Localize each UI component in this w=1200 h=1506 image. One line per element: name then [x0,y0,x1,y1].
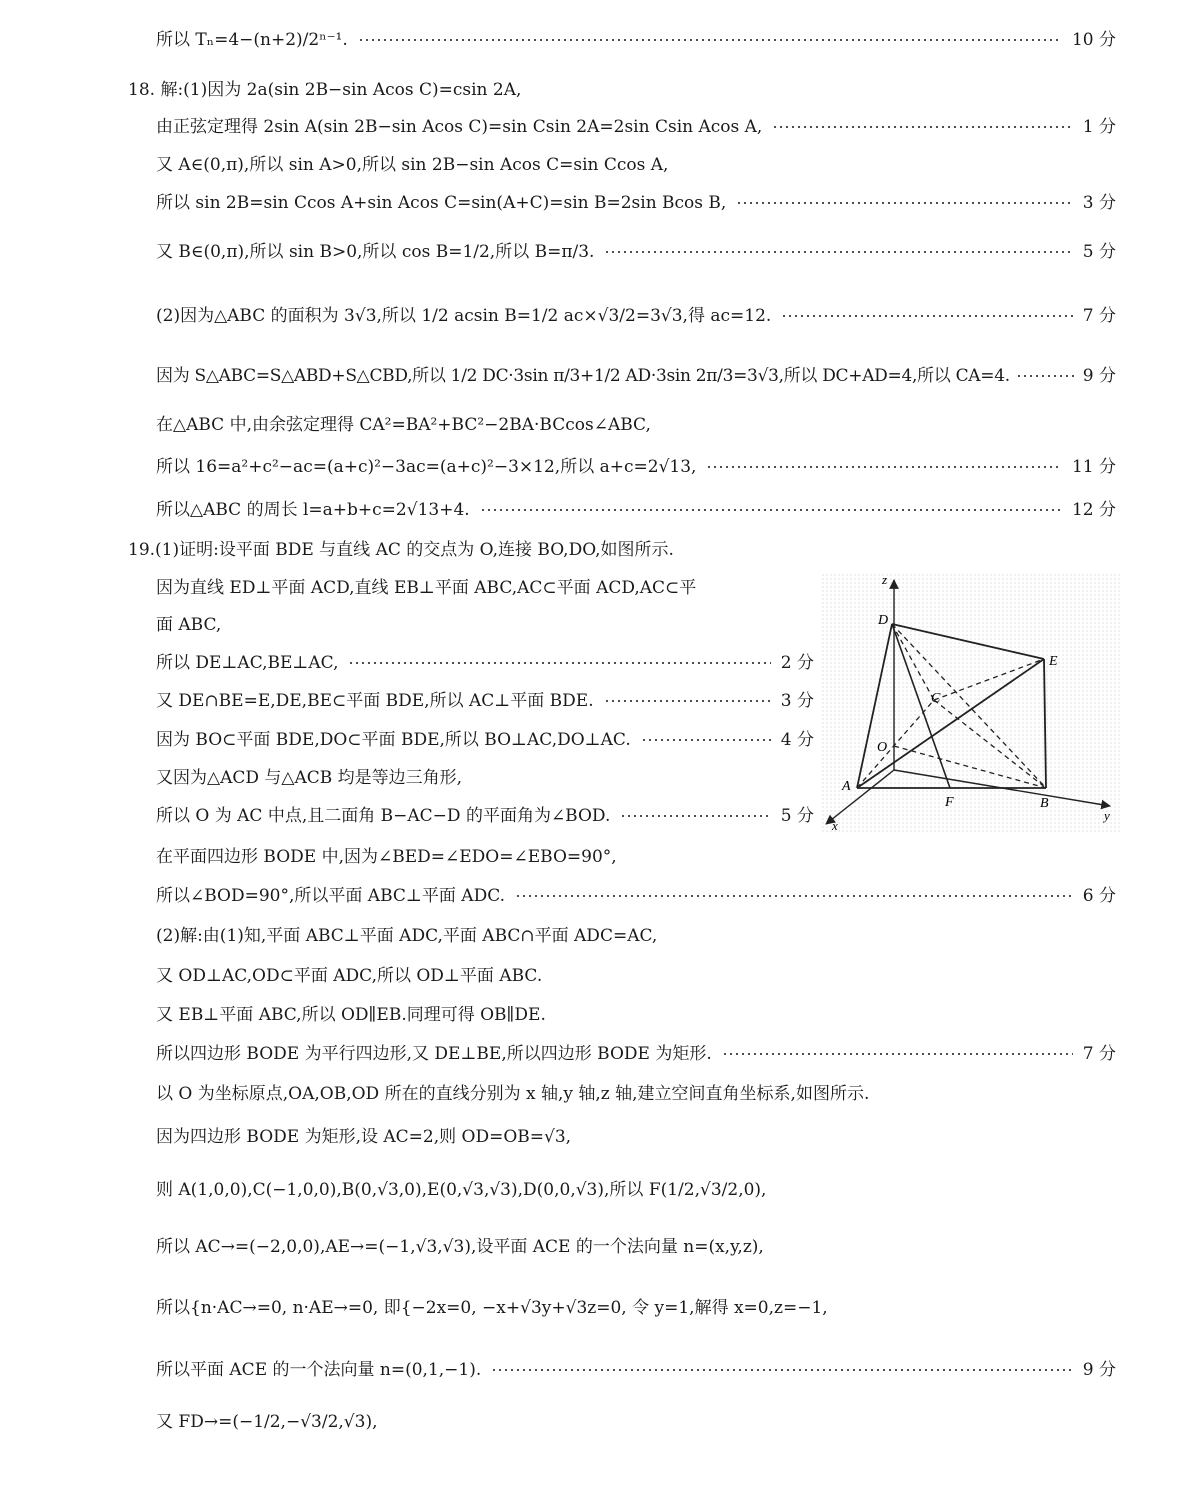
label-O: O [877,740,888,755]
label-D: D [878,613,889,628]
label-B: B [1040,796,1049,811]
text-line-29: 所以 AC→=(−2,0,0),AE→=(−1,√3,√3),设平面 ACE 的一个法向量 n=(x,y,z), [156,1237,764,1257]
text-line-25: 所以四边形 BODE 为平行四边形,又 DE⊥BE,所以四边形 BODE 为矩形. 7 分 [156,1044,1116,1064]
label-y-axis: y [1104,808,1110,823]
label-z-axis: z [882,574,888,587]
text-line-5: 所以 sin 2B=sin Ccos A+sin Acos C=sin(A+C)=sin B=2sin Bcos B, 3 分 [156,193,1116,213]
label-C: C [931,691,941,706]
text-line-20: 在平面四边形 BODE 中,因为∠BED=∠EDO=∠EBO=90°, [156,847,617,867]
text-line-18: 又因为△ACD 与△ACB 均是等边三角形, [156,768,463,788]
text-line-23: 又 OD⊥AC,OD⊂平面 ADC,所以 OD⊥平面 ABC. [156,966,543,986]
text-line-10: 所以 16=a²+c²−ac=(a+c)²−3ac=(a+c)²−3×12,所以 a+c=2√13, 11 分 [156,457,1116,477]
text-line-28: 则 A(1,0,0),C(−1,0,0),B(0,√3,0),E(0,√3,√3),D(0,0,√3),所以 F(1/2,√3/2,0), [156,1180,767,1200]
text-line-12: 19.(1)证明:设平面 BDE 与直线 AC 的交点为 O,连接 BO,DO,如图所示. [128,540,674,560]
text-line-22: (2)解:由(1)知,平面 ABC⊥平面 ADC,平面 ABC∩平面 ADC=AC, [156,926,658,946]
label-A: A [842,779,851,794]
text-line-4: 又 A∈(0,π),所以 sin A>0,所以 sin 2B−sin Acos C=sin Ccos A, [156,155,669,175]
text-line-6: 又 B∈(0,π),所以 sin B>0,所以 cos B=1/2,所以 B=π/3. 5 分 [156,242,1116,262]
label-x-axis: x [832,818,838,832]
label-E: E [1049,654,1058,669]
text-line-19: 所以 O 为 AC 中点,且二面角 B−AC−D 的平面角为∠BOD. 5 分 [156,806,814,826]
text-line-9: 在△ABC 中,由余弦定理得 CA²=BA²+BC²−2BA·BCcos∠ABC, [156,415,651,435]
text-line-1: 所以 Tₙ=4−(n+2)/2ⁿ⁻¹. 10 分 [156,30,1116,50]
text-line-17: 因为 BO⊂平面 BDE,DO⊂平面 BDE,所以 BO⊥AC,DO⊥AC. 4 分 [156,730,814,750]
text-line-13: 因为直线 ED⊥平面 ACD,直线 EB⊥平面 ABC,AC⊂平面 ACD,AC⊂平 [156,578,697,598]
text-line-27: 因为四边形 BODE 为矩形,设 AC=2,则 OD=OB=√3, [156,1127,572,1147]
geometry-figure [822,574,1120,832]
text-line-14: 面 ABC, [156,615,222,635]
text-line-31: 所以平面 ACE 的一个法向量 n=(0,1,−1). 9 分 [156,1360,1116,1380]
text-line-24: 又 EB⊥平面 ABC,所以 OD∥EB.同理可得 OB∥DE. [156,1005,546,1025]
figure-svg [822,574,1120,832]
text-line-32: 又 FD→=(−1/2,−√3/2,√3), [156,1412,378,1432]
text-line-26: 以 O 为坐标原点,OA,OB,OD 所在的直线分别为 x 轴,y 轴,z 轴,建立空间直角坐标系,如图所示. [156,1084,870,1104]
text-line-30: 所以{n·AC→=0, n·AE→=0, 即{−2x=0, −x+√3y+√3z=0, 令 y=1,解得 x=0,z=−1, [156,1298,828,1318]
text-line-7: (2)因为△ABC 的面积为 3√3,所以 1/2 acsin B=1/2 ac×√3/2=3√3,得 ac=12. 7 分 [156,306,1116,326]
text-line-3: 由正弦定理得 2sin A(sin 2B−sin Acos C)=sin Csin 2A=2sin Csin Acos A, 1 分 [156,117,1116,137]
figure-background [822,574,1120,832]
label-F: F [945,795,954,810]
text-line-2: 18. 解:(1)因为 2a(sin 2B−sin Acos C)=csin 2A, [128,80,522,100]
text-line-11: 所以△ABC 的周长 l=a+b+c=2√13+4. 12 分 [156,500,1116,520]
text-line-21: 所以∠BOD=90°,所以平面 ABC⊥平面 ADC. 6 分 [156,886,1116,906]
text-line-8: 因为 S△ABC=S△ABD+S△CBD,所以 1/2 DC·3sin π/3+1/2 AD·3sin 2π/3=3√3,所以 DC+AD=4,所以 CA=4. 9 分 [156,366,1116,386]
text-line-16: 又 DE∩BE=E,DE,BE⊂平面 BDE,所以 AC⊥平面 BDE. 3 分 [156,691,814,711]
text-line-15: 所以 DE⊥AC,BE⊥AC, 2 分 [156,653,814,673]
